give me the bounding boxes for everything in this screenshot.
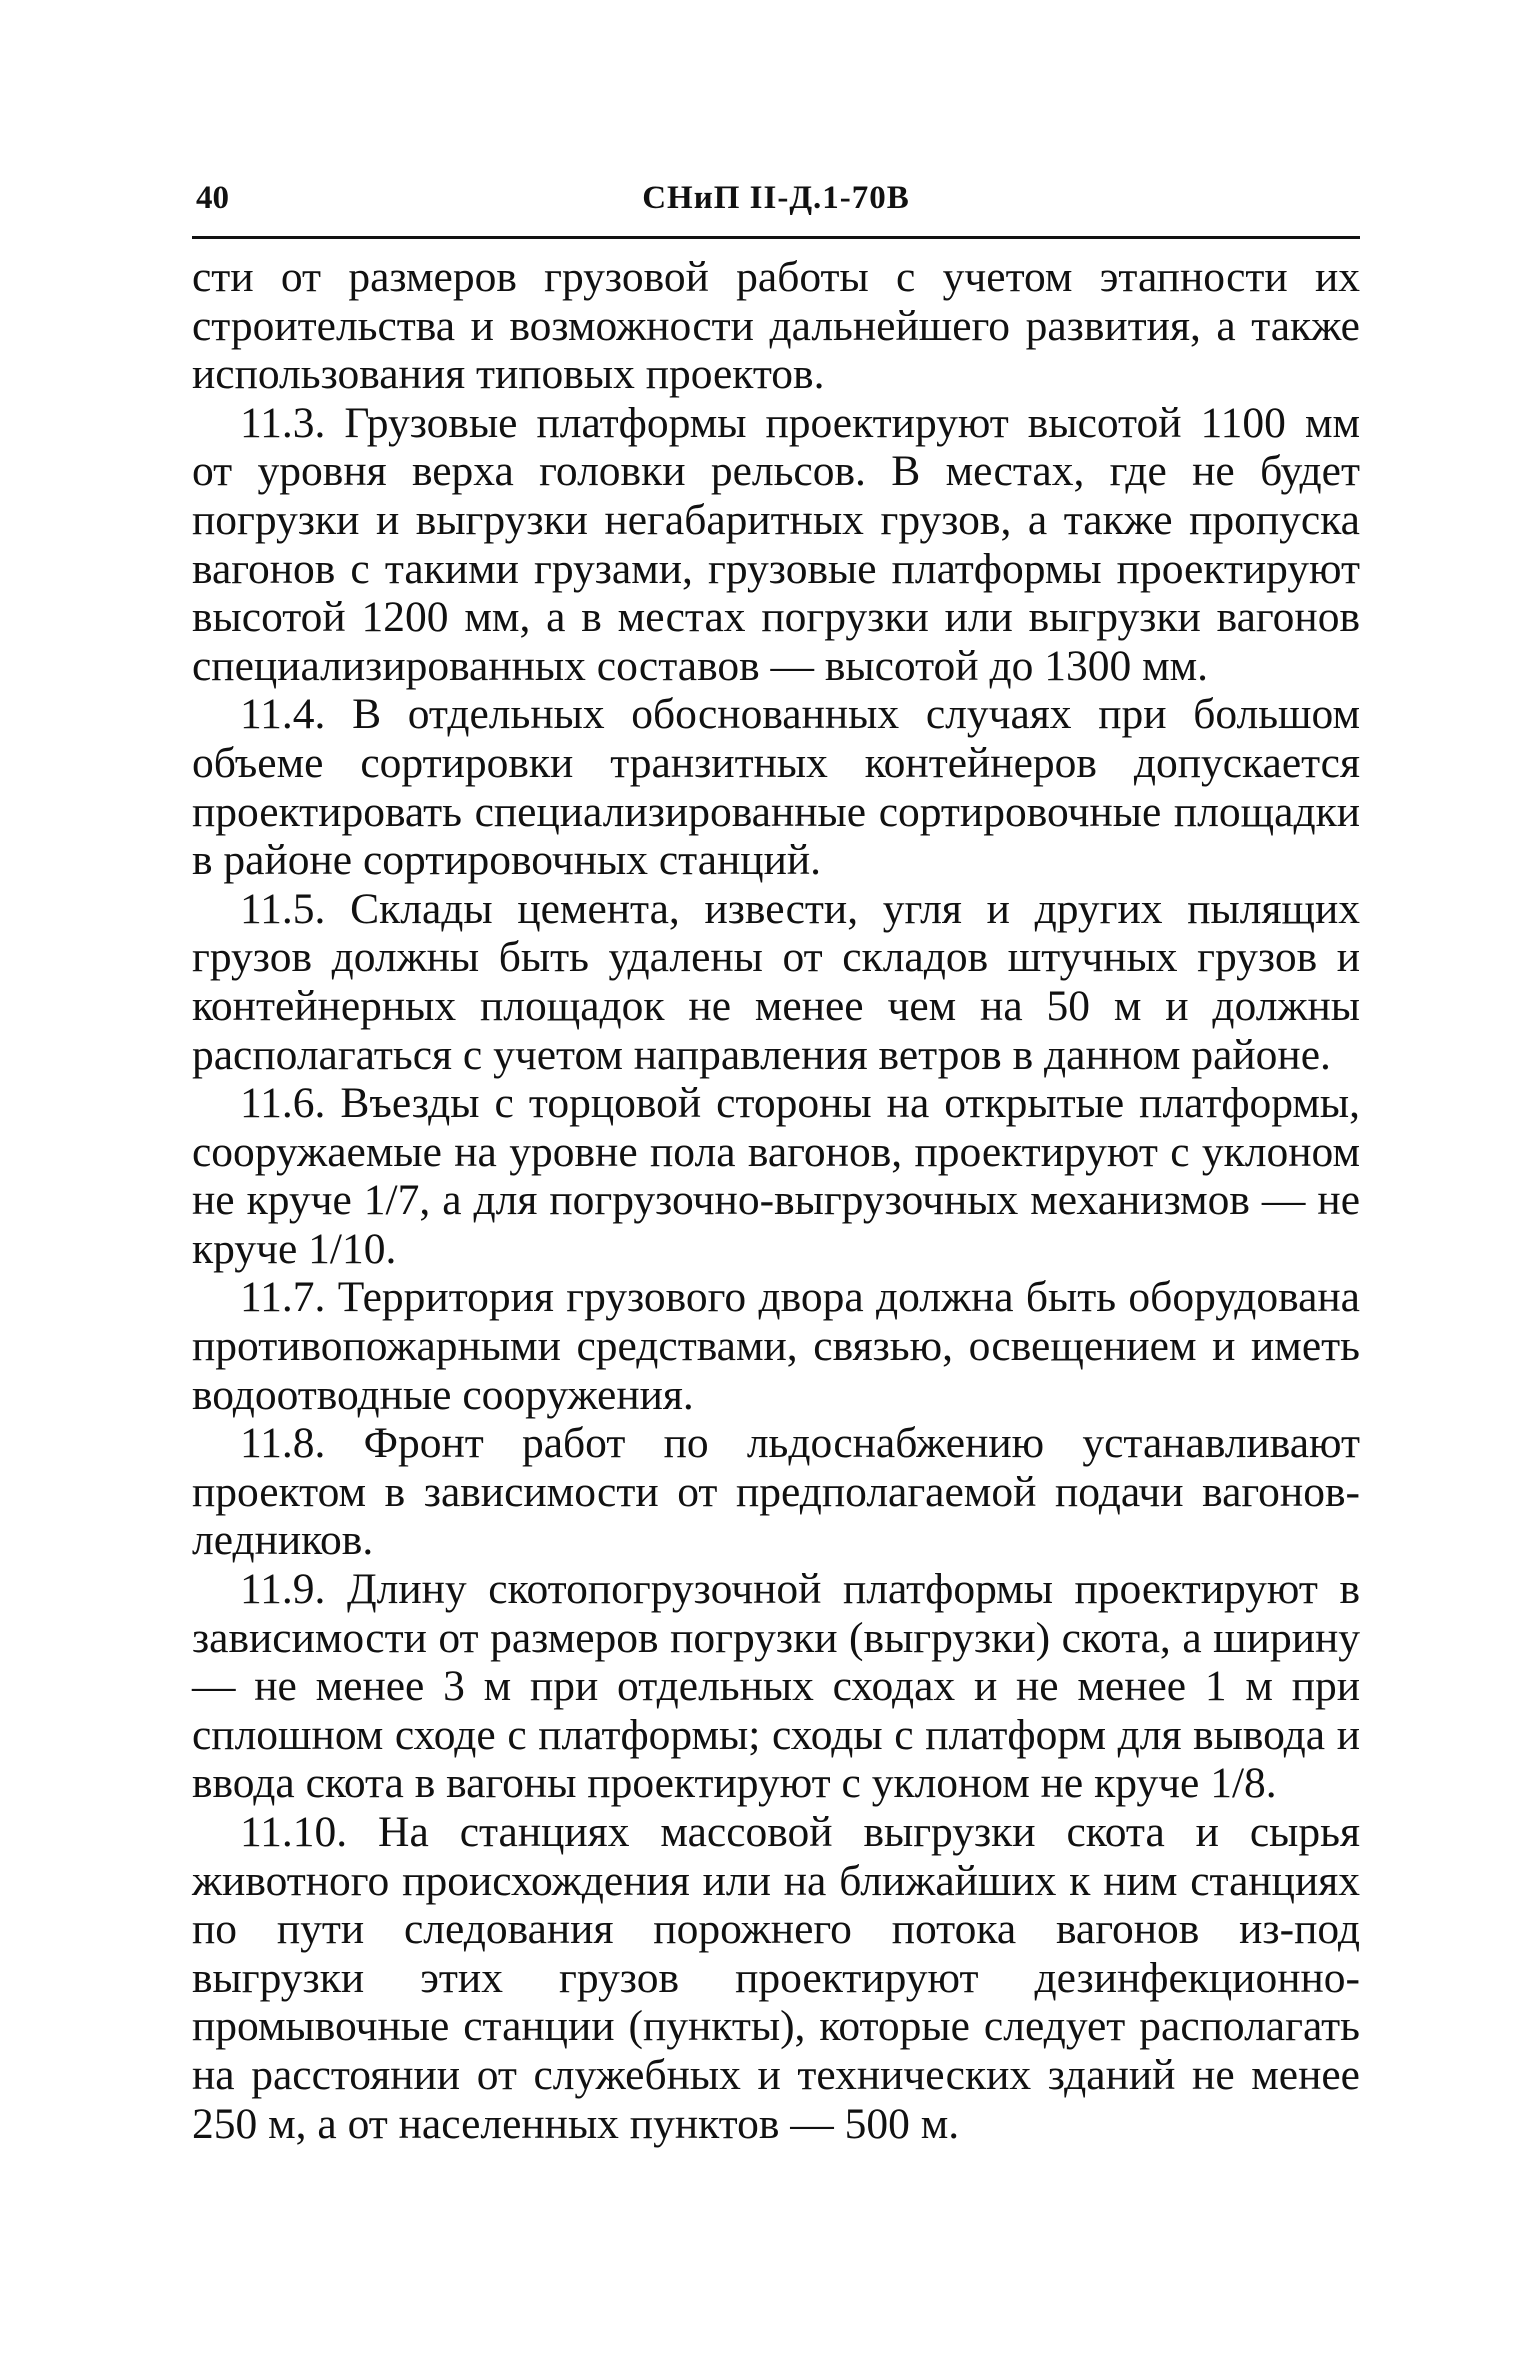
document-code: СНиП II-Д.1-70В [642, 180, 910, 216]
paragraph-11-3: 11.3. Грузовые платформы проектируют высотой 1100 мм от уровня верха головки рельсов. В местах, где не будет погрузки и выгрузки негабаритных грузов, а также пропуска вагонов с такими грузами, грузовые платформы проектируют высотой 1200 мм, а в местах погрузки или выгрузки вагонов специализированных составов — высотой до 1300 мм. [192, 398, 1360, 690]
page-number: 40 [196, 180, 229, 216]
paragraph-11-6: 11.6. Въезды с торцовой стороны на открытые платформы, сооружаемые на уровне пола вагонов, проектируют с уклоном не круче 1/7, а для погрузочно-выгрузочных механизмов — не круче 1/10. [192, 1079, 1360, 1273]
paragraph-11-8: 11.8. Фронт работ по льдоснабжению устанавливают проектом в зависимости от предполагаемой подачи вагонов-ледников. [192, 1419, 1360, 1565]
page-header [192, 180, 1360, 239]
document-page [192, 180, 1360, 2148]
paragraph-11-5: 11.5. Склады цемента, извести, угля и других пылящих грузов должны быть удалены от складов штучных грузов и контейнерных площадок не менее чем на 50 м и должны располагаться с учетом направления ветров в данном районе. [192, 884, 1360, 1079]
paragraph-11-9: 11.9. Длину скотопогрузочной платформы проектируют в зависимости от размеров погрузки (выгрузки) скота, а ширину — не менее 3 м при отдельных сходах и не менее 1 м при сплошном сходе с платформы; сходы с платформ для вывода и ввода скота в вагоны проектируют с уклоном не круче 1/8. [192, 1565, 1360, 1808]
paragraph-11-4: 11.4. В отдельных обоснованных случаях при большом объеме сортировки транзитных контейнеров допускается проектировать специализированные сортировочные площадки в районе сортировочных станций. [192, 690, 1360, 885]
paragraph-continuation: сти от размеров грузовой работы с учетом этапности их строительства и возможности дальнейшего развития, а также использования типовых проектов. [192, 253, 1360, 399]
paragraph-11-7: 11.7. Территория грузового двора должна быть оборудована противопожарными средствами, связью, освещением и иметь водоотводные сооружения. [192, 1273, 1360, 1419]
body-text [192, 253, 1360, 2148]
paragraph-11-10: 11.10. На станциях массовой выгрузки скота и сырья животного происхождения или на ближайших к ним станциях по пути следования порожнего потока вагонов из-под выгрузки этих грузов проектируют дезинфекционно-промывочные станции (пункты), которые следует располагать на расстоянии от служебных и технических зданий не менее 250 м, а от населенных пунктов — 500 м. [192, 1808, 1360, 2148]
